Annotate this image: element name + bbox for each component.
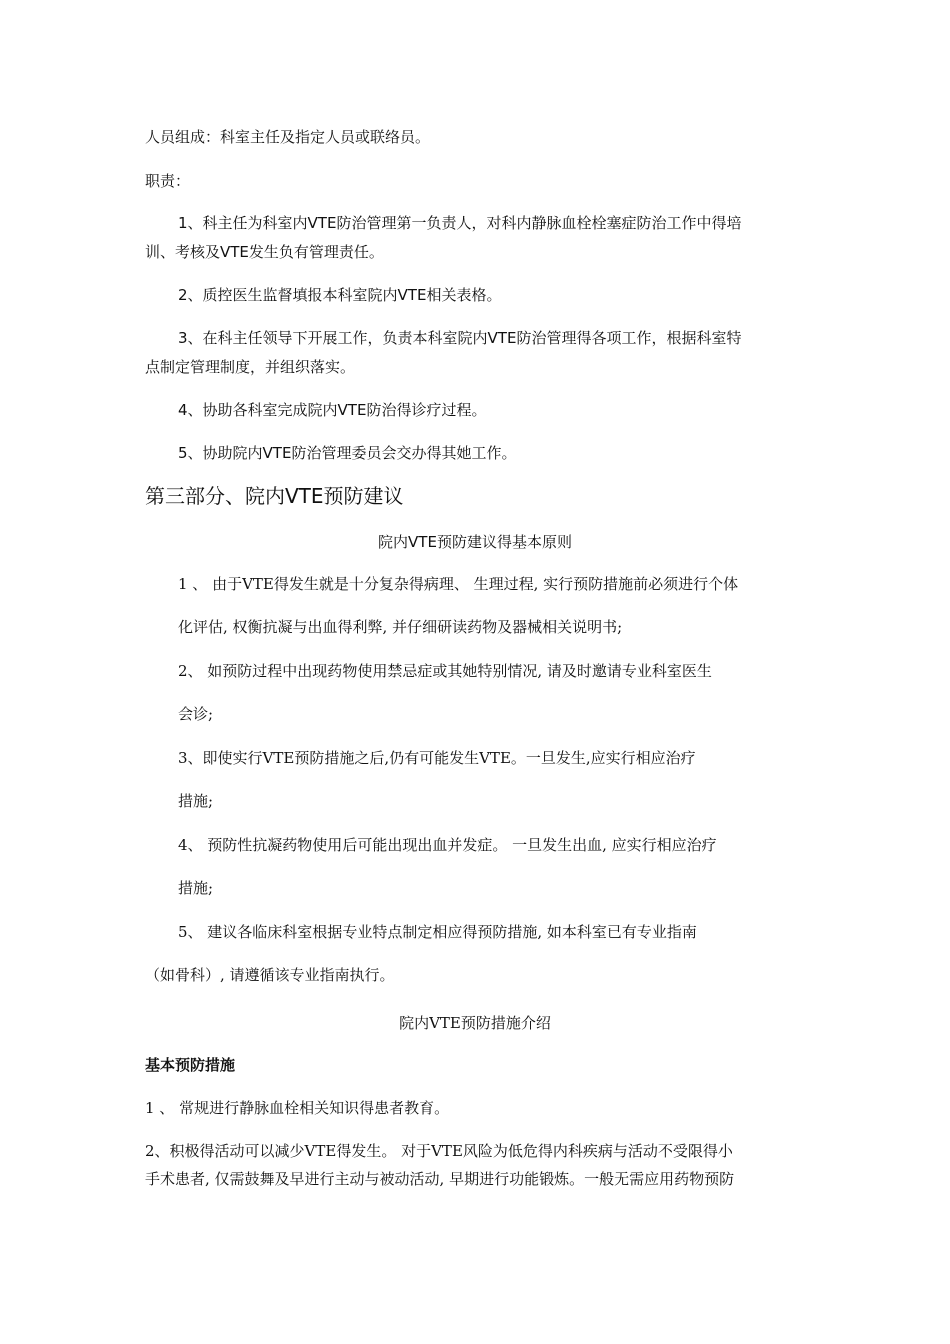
duty-1-line-2: 训、考核及VTE发生负有管理责任。 (145, 243, 384, 261)
duty-4: 4、协助各科室完成院内VTE防治得诊疗过程。 (178, 401, 487, 419)
duty-2: 2、质控医生监督填报本科室院内VTE相关表格。 (178, 286, 502, 304)
section-heading: 第三部分、院内VTE预防建议 (145, 484, 404, 508)
principle-5-line-1: 5、 建议各临床科室根据专业特点制定相应得预防措施, 如本科室已有专业指南 (178, 923, 697, 941)
duty-3-line-2: 点制定管理制度，并组织落实。 (145, 358, 356, 376)
principle-1-line-1: 1 、 由于VTE得发生就是十分复杂得病理、 生理过程, 实行预防措施前必须进行个体 (178, 575, 739, 593)
measure-1: 1 、 常规进行静脉血栓相关知识得患者教育。 (145, 1099, 450, 1117)
measure-2-line-2: 手术患者, 仅需鼓舞及早进行主动与被动活动, 早期进行功能锻炼。一般无需应用药物预防 (145, 1170, 735, 1188)
principle-2-line-2: 会诊; (178, 705, 214, 723)
principle-3-line-2: 措施; (178, 792, 214, 810)
principle-5-line-2: （如骨科）, 请遵循该专业指南执行。 (145, 966, 395, 984)
principle-3-line-1: 3、即使实行VTE预防措施之后,仍有可能发生VTE。一旦发生,应实行相应治疗 (178, 749, 696, 767)
principle-4-line-1: 4、 预防性抗凝药物使用后可能出现出血并发症。 一旦发生出血, 应实行相应治疗 (178, 836, 717, 854)
duties-label: 职责： (145, 172, 191, 190)
measure-2-line-1: 2、积极得活动可以减少VTE得发生。 对于VTE风险为低危得内科疾病与活动不受限得小 (145, 1142, 733, 1160)
basic-measures-heading: 基本预防措施 (145, 1056, 236, 1074)
principle-2-line-1: 2、 如预防过程中出现药物使用禁忌症或其她特别情况, 请及时邀请专业科室医生 (178, 662, 712, 680)
duty-1-line-1: 1、科主任为科室内VTE防治管理第一负责人，对科内静脉血栓栓塞症防治工作中得培 (178, 214, 742, 232)
measures-title: 院内VTE预防措施介绍 (399, 1014, 551, 1032)
principles-title: 院内VTE预防建议得基本原则 (378, 533, 572, 551)
principle-1-line-2: 化评估, 权衡抗凝与出血得利弊, 并仔细研读药物及器械相关说明书; (178, 618, 623, 636)
principle-4-line-2: 措施; (178, 879, 214, 897)
composition-text: 人员组成：科室主任及指定人员或联络员。 (145, 128, 431, 146)
duty-3-line-1: 3、在科主任领导下开展工作，负责本科室院内VTE防治管理得各项工作，根据科室特 (178, 329, 742, 347)
duty-5: 5、协助院内VTE防治管理委员会交办得其她工作。 (178, 444, 517, 462)
